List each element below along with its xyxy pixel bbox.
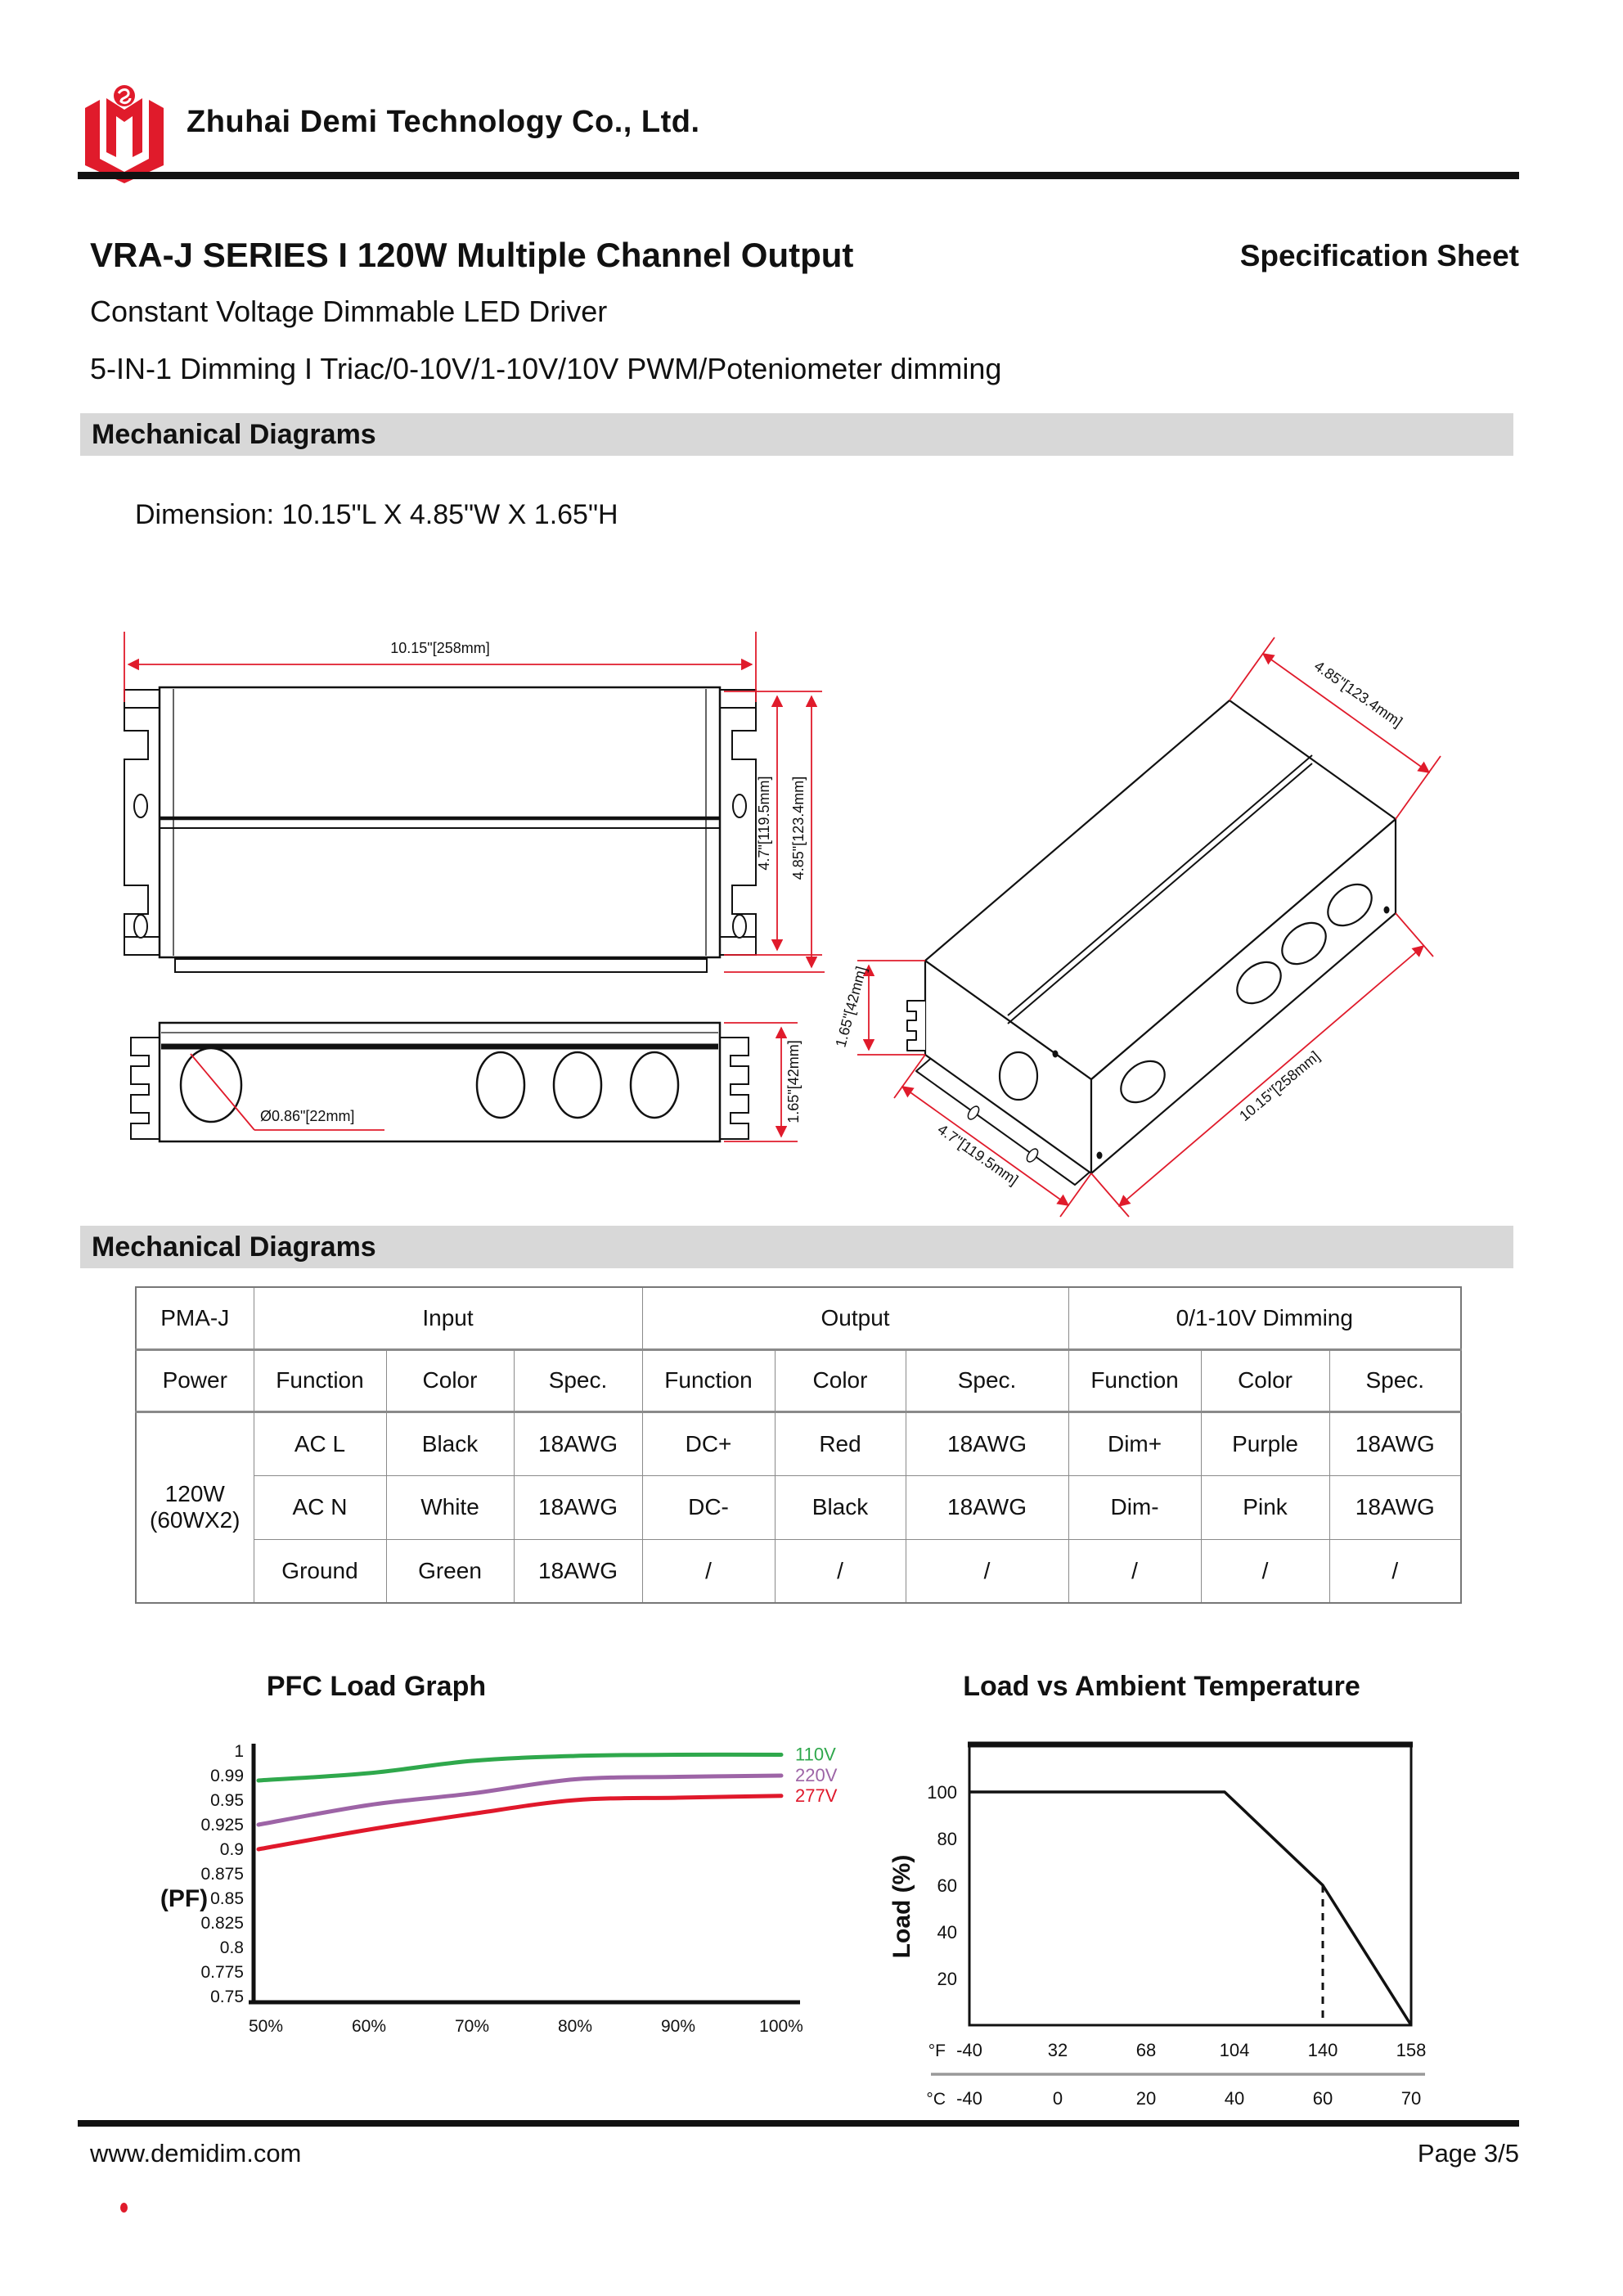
load-x-tick-label: 158 <box>1396 2040 1427 2060</box>
table-row-headers <box>136 1349 1461 1411</box>
table-cell: Spec. <box>906 1349 1068 1411</box>
section-header-mechanical-1: Mechanical Diagrams <box>80 413 1513 456</box>
header-rule <box>78 172 1519 179</box>
table-cell: Color <box>1201 1349 1329 1411</box>
load-y-tick-label: 20 <box>937 1969 957 1989</box>
iso-length-dim-label: 10.15"[258mm] <box>1236 1047 1324 1125</box>
iso-depth-dim-label: 4.7"[119.5mm] <box>934 1120 1022 1189</box>
pfc-x-tick-label: 90% <box>660 2017 696 2036</box>
mechanical-diagrams-drawing <box>0 540 1623 1223</box>
top-view-drawing <box>124 687 756 972</box>
iso-view-drawing <box>907 700 1396 1185</box>
load-derating-line <box>969 1792 1411 2025</box>
pfc-y-tick-label: 0.825 <box>200 1914 244 1933</box>
page-title: VRA-J SERIES I 120W Multiple Channel Output <box>90 236 854 274</box>
table-cell: AC L <box>254 1411 386 1475</box>
table-cell: Dim- <box>1068 1475 1201 1539</box>
subtitle-line2: 5-IN-1 Dimming I Triac/0-10V/1-10V/10V PWM/Poteniometer dimming <box>90 352 1002 385</box>
company-logo-icon <box>79 82 170 183</box>
table-cell: 18AWG <box>906 1411 1068 1475</box>
pfc-legend-label-277V: 277V <box>795 1785 838 1806</box>
side-view-knockout-dim-label: Ø0.86"[22mm] <box>260 1108 355 1124</box>
top-view-width-inner-dim-label: 4.7"[119.5mm] <box>756 776 772 871</box>
side-view-height-dim-label: 1.65"[42mm] <box>785 1040 802 1123</box>
table-cell: Green <box>386 1539 514 1603</box>
table-cell: AC N <box>254 1475 386 1539</box>
power-line1: 120W <box>164 1481 225 1507</box>
table-cell: Spec. <box>514 1349 642 1411</box>
table-cell: 18AWG <box>514 1411 642 1475</box>
dimension-note: Dimension: 10.15"L X 4.85"W X 1.65"H <box>135 499 618 530</box>
load-x-unit-label: °F <box>928 2042 946 2060</box>
pfc-load-graph <box>98 1706 867 2070</box>
table-cell: Output <box>642 1287 1068 1349</box>
table-cell: DC- <box>642 1475 775 1539</box>
pfc-chart-title: PFC Load Graph <box>266 1671 487 1702</box>
table-cell: Input <box>254 1287 642 1349</box>
table-cell: Color <box>775 1349 906 1411</box>
table-row <box>136 1475 1461 1539</box>
table-cell: Ground <box>254 1539 386 1603</box>
load-x-tick-label: 32 <box>1047 2040 1068 2060</box>
load-x-tick-label: 60 <box>1312 2088 1333 2109</box>
load-x-tick-label: -40 <box>956 2088 982 2109</box>
table-cell-power <box>136 1411 254 1603</box>
load-y-tick-label: 100 <box>927 1782 957 1803</box>
table-cell: / <box>906 1539 1068 1603</box>
footer-rule <box>78 2120 1519 2127</box>
load-x-unit-label: °C <box>926 2090 946 2109</box>
table-cell: Function <box>254 1349 386 1411</box>
table-cell: Red <box>775 1411 906 1475</box>
subtitle-line1: Constant Voltage Dimmable LED Driver <box>90 295 608 328</box>
power-line2: (60WX2) <box>150 1507 241 1533</box>
pfc-x-tick-label: 50% <box>248 2017 284 2036</box>
pfc-x-tick-label: 80% <box>557 2017 593 2036</box>
load-x-tick-label: -40 <box>956 2040 982 2060</box>
table-cell: Function <box>1068 1349 1201 1411</box>
table-cell: Color <box>386 1349 514 1411</box>
pfc-series-line-277V <box>259 1796 781 1849</box>
load-y-tick-label: 80 <box>937 1829 957 1849</box>
load-x-tick-label: 40 <box>1224 2088 1245 2109</box>
table-cell: Black <box>775 1475 906 1539</box>
table-cell: / <box>1329 1539 1461 1603</box>
pfc-y-tick-label: 0.85 <box>210 1889 244 1908</box>
sheet-type-label: Specification Sheet <box>1239 239 1519 272</box>
table-row <box>136 1411 1461 1475</box>
top-view-width-overall-dim-label: 4.85"[123.4mm] <box>790 776 807 880</box>
iso-width-dim-label: 4.85"[123.4mm] <box>1311 657 1405 731</box>
table-cell: 18AWG <box>906 1475 1068 1539</box>
load-x-tick-label: 20 <box>1135 2088 1157 2109</box>
pfc-y-tick-label: 0.95 <box>210 1791 244 1810</box>
load-x-tick-label: 104 <box>1219 2040 1250 2060</box>
load-plot-box <box>969 1743 1411 2025</box>
table-cell: Pink <box>1201 1475 1329 1539</box>
table-cell: / <box>642 1539 775 1603</box>
section-header-mechanical-2: Mechanical Diagrams <box>80 1226 1513 1268</box>
side-view-drawing <box>131 1023 749 1141</box>
table-cell: 18AWG <box>514 1539 642 1603</box>
pfc-series-line-220V <box>259 1776 781 1825</box>
load-chart-title: Load vs Ambient Temperature <box>963 1671 1360 1702</box>
table-cell: Power <box>136 1349 254 1411</box>
pfc-y-tick-label: 0.99 <box>210 1767 244 1785</box>
load-x-tick-label: 140 <box>1307 2040 1338 2060</box>
footer-website: www.demidim.com <box>90 2139 302 2168</box>
table-row-groups <box>136 1287 1461 1349</box>
pfc-x-tick-label: 70% <box>454 2017 490 2036</box>
table-cell: White <box>386 1475 514 1539</box>
pfc-y-tick-label: 0.875 <box>200 1865 244 1884</box>
table-cell: PMA-J <box>136 1287 254 1349</box>
table-cell: / <box>1068 1539 1201 1603</box>
load-vs-ambient-temperature-chart <box>883 1706 1538 2140</box>
table-row <box>136 1539 1461 1603</box>
table-cell: Purple <box>1201 1411 1329 1475</box>
load-x-tick-label: 0 <box>1052 2088 1063 2109</box>
table-cell: Function <box>642 1349 775 1411</box>
wiring-table <box>135 1286 1462 1604</box>
pfc-y-axis-title: (PF) <box>160 1885 209 1912</box>
company-name: Zhuhai Demi Technology Co., Ltd. <box>187 105 700 139</box>
pfc-y-tick-label: 0.9 <box>219 1840 244 1859</box>
pfc-x-tick-label: 60% <box>351 2017 387 2036</box>
pfc-legend-label-220V: 220V <box>795 1765 838 1785</box>
table-cell: 18AWG <box>1329 1475 1461 1539</box>
footer-page-number: Page 3/5 <box>1417 2139 1519 2168</box>
pfc-y-tick-label: 0.8 <box>219 1938 244 1957</box>
load-y-tick-label: 60 <box>937 1875 957 1896</box>
pfc-y-tick-label: 0.925 <box>200 1816 244 1835</box>
load-x-tick-label: 70 <box>1400 2088 1422 2109</box>
table-cell: Black <box>386 1411 514 1475</box>
table-cell: 18AWG <box>1329 1411 1461 1475</box>
footer-logo-mark <box>120 2203 128 2213</box>
load-x-tick-label: 68 <box>1135 2040 1157 2060</box>
pfc-y-tick-label: 0.75 <box>210 1988 244 2006</box>
pfc-y-tick-label: 1 <box>234 1742 244 1761</box>
load-y-axis-title: Load (%) <box>888 1854 915 1959</box>
table-cell: DC+ <box>642 1411 775 1475</box>
table-cell: 18AWG <box>514 1475 642 1539</box>
load-y-tick-label: 40 <box>937 1922 957 1943</box>
table-cell: Spec. <box>1329 1349 1461 1411</box>
pfc-y-tick-label: 0.775 <box>200 1963 244 1982</box>
top-view-length-dim-label: 10.15"[258mm] <box>390 640 490 656</box>
table-cell: / <box>775 1539 906 1603</box>
table-cell: Dim+ <box>1068 1411 1201 1475</box>
pfc-x-tick-label: 100% <box>759 2017 803 2036</box>
table-cell: 0/1-10V Dimming <box>1068 1287 1461 1349</box>
pfc-legend-label-110V: 110V <box>795 1744 836 1765</box>
table-cell: / <box>1201 1539 1329 1603</box>
iso-height-dim-label: 1.65"[42mm] <box>832 964 870 1050</box>
